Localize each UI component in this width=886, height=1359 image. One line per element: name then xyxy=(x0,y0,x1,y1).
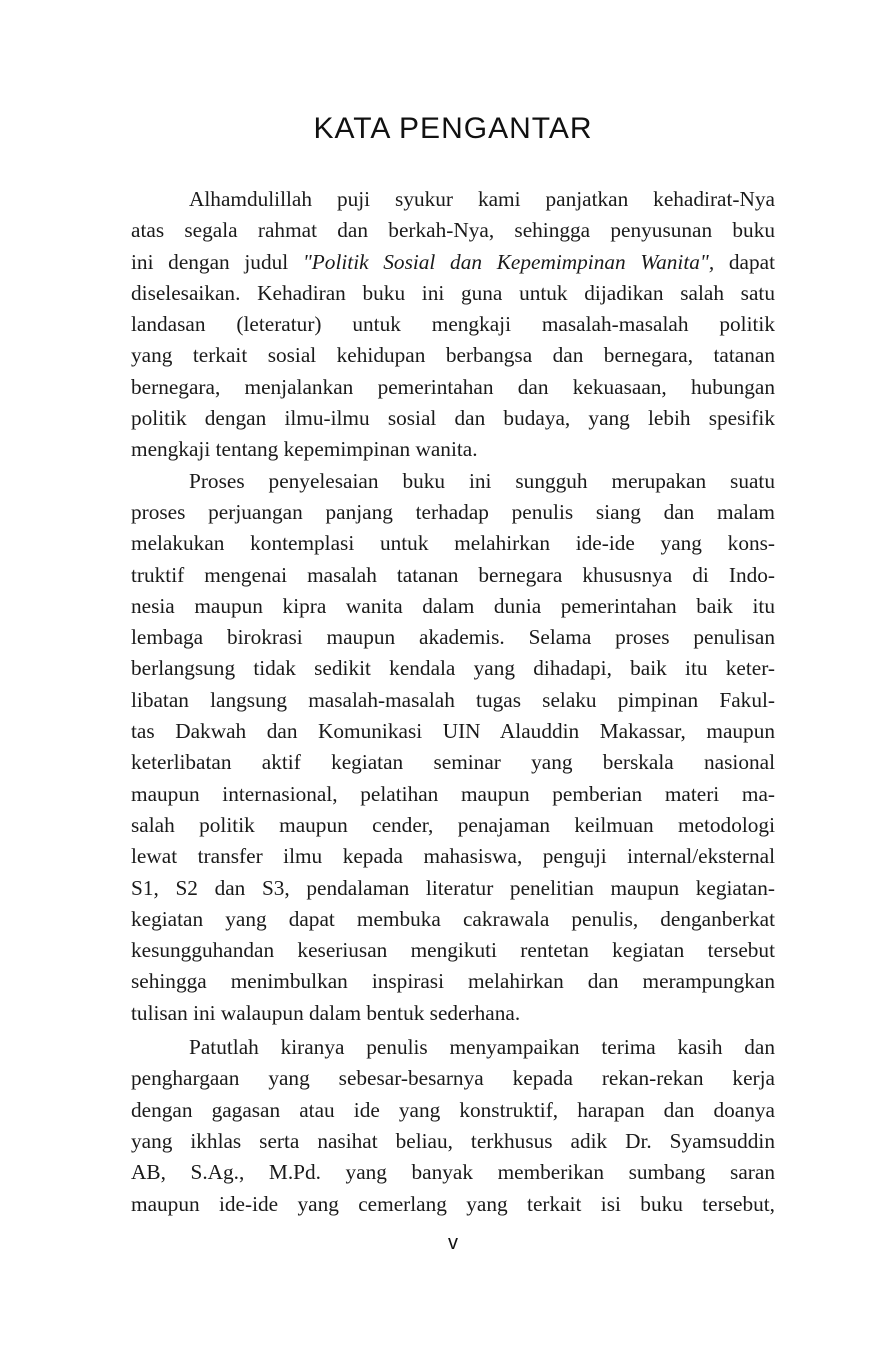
text-line: politik dengan ilmu-ilmu sosial dan budaya, yang lebih spesifik xyxy=(131,406,775,431)
text-segment: dapat xyxy=(714,249,775,274)
page-title: KATA PENGANTAR xyxy=(313,112,593,145)
text-line: penghargaan yang sebesar-besarnya kepada rekan-rekan kerja xyxy=(131,1066,775,1091)
text-line: lembaga birokrasi maupun akademis. Selama proses penulisan xyxy=(131,625,775,650)
text-line: salah politik maupun cender, penajaman keilmuan metodologi xyxy=(131,812,775,837)
text-line: Patutlah kiranya penulis menyampaikan terima kasih dan xyxy=(189,1035,775,1060)
text-line: tas Dakwah dan Komunikasi UIN Alauddin Makassar, maupun xyxy=(131,719,775,744)
text-line: melakukan kontemplasi untuk melahirkan ide-ide yang kons- xyxy=(131,531,775,556)
paragraph-2 xyxy=(131,466,775,1029)
text-line: tulisan ini walaupun dalam bentuk sederhana. xyxy=(131,1000,521,1025)
text-line: S1, S2 dan S3, pendalaman literatur penelitian maupun kegiatan- xyxy=(131,875,775,900)
text-line: yang ikhlas serta nasihat beliau, terkhusus adik Dr. Syamsuddin xyxy=(131,1128,775,1153)
page-number: v xyxy=(448,1232,458,1254)
paragraph-1 xyxy=(131,184,775,466)
body-text xyxy=(131,184,775,1220)
text-line: Alhamdulillah puji syukur kami panjatkan kehadirat-Nya xyxy=(189,187,775,211)
text-line-with-book-title xyxy=(131,247,775,278)
text-line: atas segala rahmat dan berkah-Nya, sehingga penyusunan buku xyxy=(131,218,775,243)
text-line: landasan (leteratur) untuk mengkaji masalah-masalah politik xyxy=(131,312,775,337)
text-line: sehingga menimbulkan inspirasi melahirkan dan merampungkan xyxy=(131,969,775,994)
text-line: yang terkait sosial kehidupan berbangsa dan bernegara, tatanan xyxy=(131,343,775,368)
book-title: "Politik Sosial dan Kepemimpinan Wanita", xyxy=(302,249,715,274)
paragraph-3 xyxy=(131,1032,775,1220)
text-line: maupun internasional, pelatihan maupun pemberian materi ma- xyxy=(131,781,775,806)
text-line: keterlibatan aktif kegiatan seminar yang berskala nasional xyxy=(131,750,775,775)
text-line: kesungguhandan keseriusan mengikuti rentetan kegiatan tersebut xyxy=(131,938,775,963)
text-line: nesia maupun kipra wanita dalam dunia pemerintahan baik itu xyxy=(131,593,775,618)
text-line: berlangsung tidak sedikit kendala yang dihadapi, baik itu keter- xyxy=(131,656,775,681)
text-line: bernegara, menjalankan pemerintahan dan kekuasaan, hubungan xyxy=(131,374,775,399)
text-line: truktif mengenai masalah tatanan bernegara khususnya di Indo- xyxy=(131,562,775,587)
text-line: mengkaji tentang kepemimpinan wanita. xyxy=(131,437,478,462)
text-segment: ini dengan judul xyxy=(131,249,303,274)
text-line: AB, S.Ag., M.Pd. yang banyak memberikan sumbang saran xyxy=(131,1160,775,1185)
text-line: lewat transfer ilmu kepada mahasiswa, penguji internal/eksternal xyxy=(131,844,775,869)
text-line: Proses penyelesaian buku ini sungguh merupakan suatu xyxy=(189,468,775,493)
text-line: proses perjuangan panjang terhadap penulis siang dan malam xyxy=(131,499,775,524)
text-line: diselesaikan. Kehadiran buku ini guna untuk dijadikan salah satu xyxy=(131,280,775,305)
text-line: dengan gagasan atau ide yang konstruktif, harapan dan doanya xyxy=(131,1097,775,1122)
text-line: libatan langsung masalah-masalah tugas selaku pimpinan Fakul- xyxy=(131,687,775,712)
text-line: maupun ide-ide yang cemerlang yang terkait isi buku tersebut, xyxy=(131,1191,775,1216)
text-line: kegiatan yang dapat membuka cakrawala penulis, denganberkat xyxy=(131,906,775,931)
